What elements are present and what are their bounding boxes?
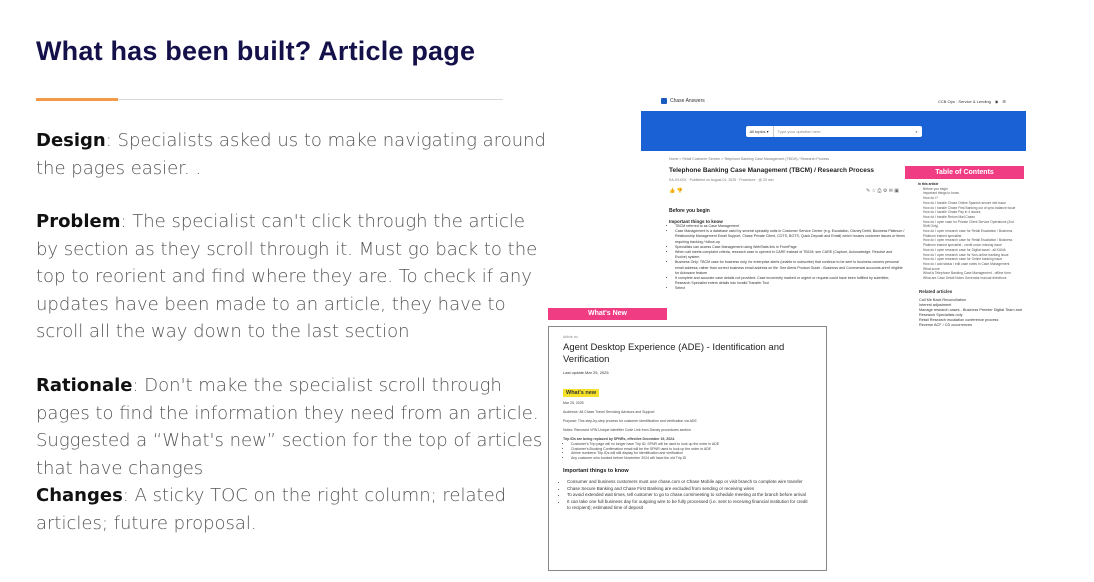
toc-item[interactable]: How do I handle Chase Online Spanish secure site issue <box>923 200 1007 205</box>
list-item: • Customer's Trip page will no longer have Trip ID; SPNR will be used to look up the order in ADE <box>571 442 812 447</box>
design-text: : Specialists asked us to make navigating around the pages easier. . <box>36 130 546 179</box>
mock-search-banner <box>641 111 1026 151</box>
related-link[interactable]: Call Me Back Reconciliation <box>919 297 967 302</box>
list-item: • TBCM referred to as Case Management <box>675 224 905 229</box>
mock-account[interactable]: CCB Ops · Service & Lending <box>937 98 991 104</box>
changes-text: : A sticky TOC on the right column; related articles; future proposal. <box>36 485 507 534</box>
feedback-icons[interactable]: 👍 👎 <box>669 188 683 194</box>
whats-new-notes: Notes: Removed VRN Unique Identifier Code Link from Disney procedures section <box>563 428 691 432</box>
list-item: • Airline numbers/ Trip IDs will still display for identification and verification <box>571 451 812 456</box>
search-icon[interactable]: ⌕ <box>915 128 918 134</box>
design-paragraph <box>36 127 546 182</box>
list-item: • When call meets complaint criteria, research case is opened in CARE instead of TBCM; see CARE (Capture, Acknowledge, Resolve and Evolve) system <box>675 250 905 260</box>
article-meta: KA-XXXXX · Published on August 01, 2025 · Procedure · @ 20 min <box>669 178 774 182</box>
topic-select[interactable]: All topics ▾ <box>746 126 774 137</box>
toc-heading: In this article <box>918 182 939 186</box>
rationale-label: Rationale <box>36 375 133 396</box>
article-actions <box>669 188 899 194</box>
problem-paragraph <box>36 208 546 346</box>
whats-new-trip-list <box>571 442 812 460</box>
whats-new-date: Last update Mar 25, 2025 <box>563 370 609 375</box>
mock-search-bar <box>746 126 922 137</box>
breadcrumb: Home > Retail Customer Service > Telephone Banking Case Management (TBCM) / Research Process <box>669 157 830 161</box>
changes-paragraph <box>36 482 546 537</box>
article-title: Telephone Banking Case Management (TBCM) / Research Process <box>669 167 875 174</box>
user-icon[interactable]: ◉ <box>994 98 999 104</box>
title-accent-bar <box>36 98 118 101</box>
mock-search-input[interactable]: Type your question here <box>777 128 821 134</box>
share-icons[interactable]: ✎ ☆ ⎙ ⚙ ✉ ▣ <box>865 188 899 194</box>
article-bullets <box>675 224 905 292</box>
toc-item[interactable]: How do I? <box>923 196 938 201</box>
whats-new-card <box>548 326 827 571</box>
toc-item[interactable]: How do I add status / edit case notes in Case Management <box>923 261 1010 266</box>
changes-label: Changes <box>36 485 123 506</box>
problem-text: : The specialist can't click through the article by section as they scroll through it. Must go back to the top to reorient and find where they are. To check if any updates have been made to an article, they have to scroll all the way down to the last section <box>36 211 538 342</box>
list-item: • Consumer and business customers must use chase.com or Chase Mobile app or visit branch to complete wire transfer <box>567 479 812 486</box>
subsection-heading: Important things to know <box>669 219 723 224</box>
whats-new-heading: Important things to know <box>563 468 629 474</box>
list-item: • To avoid extended wait times, tell customer to go to chase.com/meeting to schedule meeting at the branch before arrival <box>567 492 812 499</box>
rationale-text: : Don't make the specialist scroll through pages to find the information they need from an article. Suggested a “What's new” section for the top of articles that have changes <box>36 375 543 479</box>
list-item: • Any customer who booked before November 2024 will have the old Trip ID <box>571 456 812 461</box>
whats-new-title: Agent Desktop Experience (ADE) - Identification and Verification <box>563 342 785 365</box>
related-articles <box>905 289 1024 328</box>
list-item: • Customer's Booking Confirmation email will be the SPNR used to look up the order in ADE <box>571 447 812 452</box>
whats-new-small-date: Mar 25, 2025 <box>563 401 584 405</box>
whats-new-crumb: Article no. <box>563 335 579 339</box>
section-heading: Before you begin <box>669 208 710 214</box>
problem-label: Problem <box>36 211 121 232</box>
whats-new-list <box>567 479 812 512</box>
chase-logo-icon <box>661 98 667 104</box>
related-link[interactable]: Interest adjustment <box>919 302 952 307</box>
toc-item[interactable]: How do I handle Chase First Banking out of sync balance issue <box>923 205 1016 210</box>
toc-tag: Table of Contents <box>905 166 1024 179</box>
slide-title: What has been built? Article page <box>36 36 476 66</box>
toc-item[interactable]: Important things to know <box>923 191 959 196</box>
toc-item[interactable]: How do I handle Chase Pay in 4 issues <box>923 210 981 215</box>
design-label: Design <box>36 130 106 151</box>
toc-item[interactable]: What are Case Detail Notes Generator manual directions <box>923 276 1007 281</box>
toc-item[interactable]: What score <box>923 266 940 271</box>
list-item: • Select <box>675 286 905 291</box>
toc-item[interactable]: How do I open case for Private Client Service Operations (2nd Shift Only) <box>923 219 1014 229</box>
related-link[interactable]: Reverse ACF / CD occurrences <box>919 322 972 327</box>
whats-new-audience: Audience: All Chase Travel Servicing Advisors and Support <box>563 410 655 414</box>
whats-new-tag: What's New <box>548 308 667 320</box>
rationale-paragraph <box>36 372 546 482</box>
toc-item[interactable]: How do I open research case for Retail Escalation / Business Platinum trained specialist <box>923 229 1013 238</box>
toc-item[interactable]: How do I open research case for Retail Escalation / Business Platinum trained specialist - credit union missing issue <box>923 238 1013 248</box>
list-item: • Business Only: TBCM case for business only, for enterprise alerts (unable to subscribe) that continue to be sent to business owners personal email address; rather than correct business email address on file. See Alerts Product Guide - Business and Commercial accounts aren't eligible for Autosave feature <box>675 260 905 276</box>
mock-header <box>641 91 1026 111</box>
sticky-toc <box>905 166 1024 328</box>
list-item: • Case Management is a database used by several specialty units in Customer Service Center (e.g. Escalation, Disney Debit, Business Platinum / Relationship Management Email Support, Chase Private Client, COTS, BOTS, Quick Deposit and Email) which houses customer issues or items requiring tracking / follow-up <box>675 229 905 245</box>
related-heading: Related articles <box>919 288 953 294</box>
toc-item[interactable]: How do I handle Return Mail Cases <box>923 214 975 219</box>
list-item: • Chase Secure Banking and Chase First Banking are excluded from sending or receiving wires <box>567 486 812 493</box>
list-item: • It can take one full business day for outgoing wire to be fully processed (i.e. sent to receiving financial institution for credit to recipient); estimated time of deposit <box>567 499 812 512</box>
mock-logo[interactable] <box>661 98 705 104</box>
related-link[interactable]: Retail Research escalation conference process <box>919 317 999 322</box>
mock-brand: Chase Answers <box>670 98 705 104</box>
toc-item[interactable]: Before you begin <box>923 186 948 191</box>
list-item: • Specialists can access Case Management using WebStats link in FrontPage <box>675 245 905 250</box>
whats-new-trip: Trip IDs are being replaced by SPNRs, effective December 19, 2024. <box>563 437 676 441</box>
topic-select-value: All topics <box>749 128 766 134</box>
toc-item[interactable]: How do I open research case for Digital asset - all KANA <box>923 247 1006 252</box>
whats-new-purpose: Purpose: This step-by-step process for customer identification and verification via ADE <box>563 419 697 423</box>
toc-item[interactable]: How do I open research case for Non-online banking issue <box>923 252 1009 257</box>
toc-item[interactable]: How do I open research case for Online banking issue <box>923 257 1003 262</box>
toc-list <box>905 179 1024 281</box>
list-item: • If complete and accurate case details not provided: Case incorrectly marked or urgent or request could have been fulfilled by submitter, Research Specialist enters details into Invalid Transfer Tool <box>675 276 905 286</box>
related-link[interactable]: Manage research cases - Business Premier Digital Team and Research Specialists only <box>919 307 1022 317</box>
toc-item[interactable]: What is Telephone Banking Case Management - offline form <box>923 271 1011 276</box>
menu-icon[interactable]: ☰ <box>1002 98 1006 104</box>
whats-new-highlight: What's new <box>563 389 599 397</box>
